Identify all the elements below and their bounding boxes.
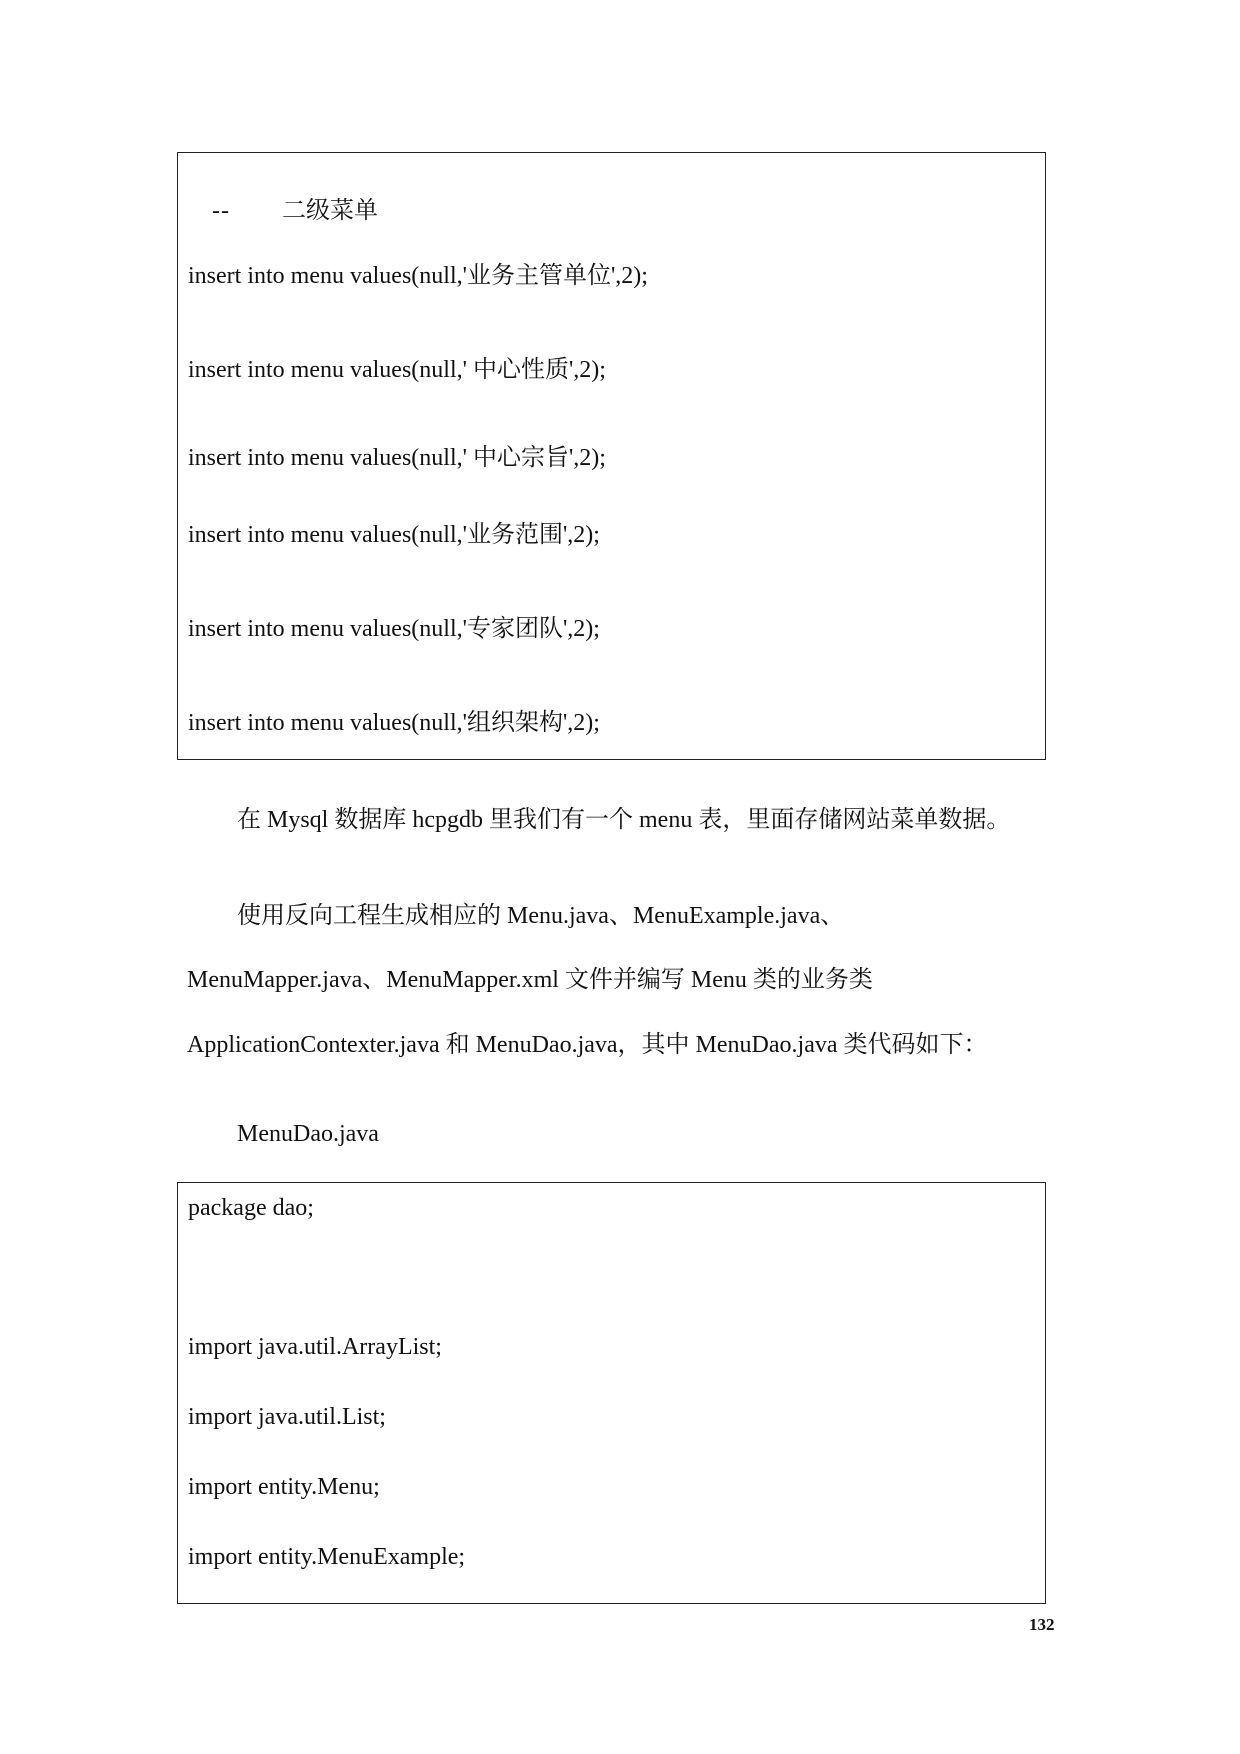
code-line: import entity.Menu; [188,1474,380,1500]
code-line: package dao; [188,1195,314,1221]
sql-code-block [177,152,1046,760]
comment-prefix: -- [212,198,230,224]
comment-text: 二级菜单 [281,198,378,224]
code-line: import java.util.ArrayList; [188,1334,442,1360]
sql-line: insert into menu values(null,' 中心性质',2); [188,357,606,383]
sql-line: insert into menu values(null,'专家团队',2); [188,616,600,642]
sql-line: insert into menu values(null,' 中心宗旨',2); [188,445,606,471]
code-line: import entity.MenuExample; [188,1544,466,1570]
code-line: import java.util.List; [188,1404,386,1430]
paragraph-reverse-engineering-line3: ApplicationContexter.java 和 MenuDao.java，其中 MenuDao.java 类代码如下： [187,1032,988,1058]
file-label: MenuDao.java [237,1121,379,1147]
sql-line: insert into menu values(null,'业务范围',2); [188,522,600,548]
paragraph-database-intro: 在 Mysql 数据库 hcpgdb 里我们有一个 menu 表，里面存储网站菜单数据。 [237,807,1011,833]
java-code-block [177,1182,1046,1604]
sql-line: insert into menu values(null,'组织架构',2); [188,710,600,736]
sql-line: insert into menu values(null,'业务主管单位',2); [188,263,648,289]
page-number: 132 [1029,1615,1055,1634]
paragraph-reverse-engineering-line1: 使用反向工程生成相应的 Menu.java、MenuExample.java、 [237,903,845,929]
paragraph-reverse-engineering-line2: MenuMapper.java、MenuMapper.xml 文件并编写 Menu 类的业务类 [187,967,873,993]
sql-comment-line [188,166,378,256]
